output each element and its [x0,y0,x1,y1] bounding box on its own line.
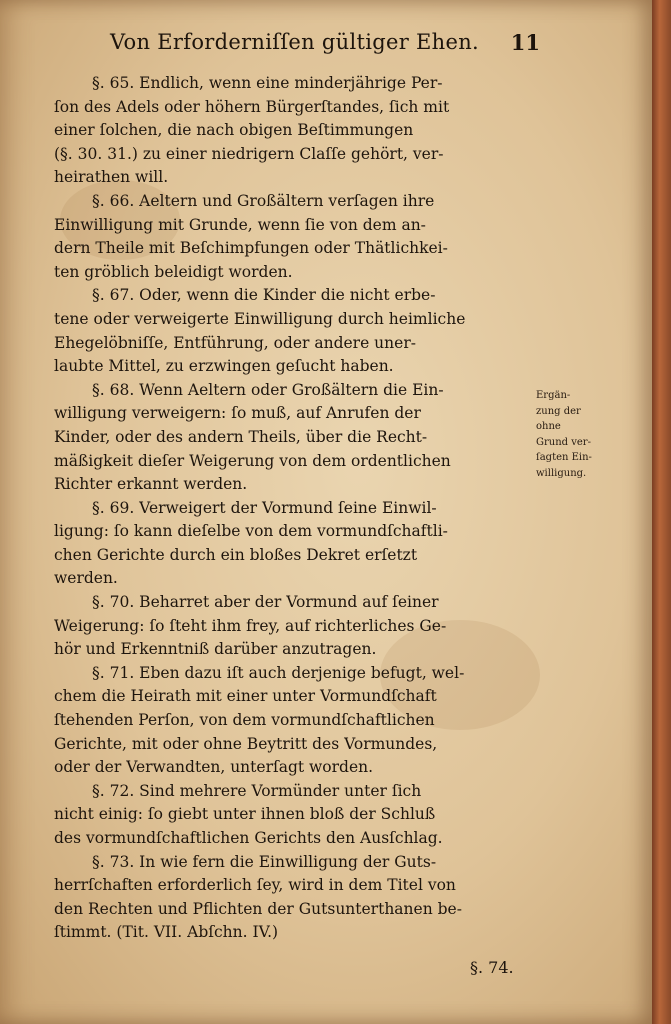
text-line: heirathen will. [54,168,169,187]
text-line: willigung verweigern: ſo muß, auf Anrufen der [54,404,421,423]
text-line: ſon des Adels oder höhern Bürgerſtandes, ſich mit [54,97,450,116]
text-line: §. 71. Eben dazu iſt auch derjenige befugt, wel- [92,663,465,682]
page-header [110,30,540,60]
marginal-note-line: zung der [536,405,581,417]
text-line: Gerichte, mit oder ohne Beytritt des Vormundes, [54,734,438,753]
text-line: chen Gerichte durch ein bloßes Dekret erſetzt [54,545,418,564]
text-line: ten gröblich beleidigt worden. [54,262,293,281]
text-line: §. 65. Endlich, wenn eine minderjährige Per- [92,74,443,92]
text-line: Einwilligung mit Grunde, wenn ſie von dem an- [54,215,426,234]
text-line: mäßigkeit dieſer Weigerung von dem ordentlichen [54,451,451,470]
marginal-note [536,388,628,481]
marginal-note-line: ſagten Ein- [536,452,592,463]
page-number: 11 [510,30,540,55]
text-line: chem die Heirath mit einer unter Vormundſchaft [54,687,437,706]
text-line: §. 70. Beharret aber der Vormund auf ſeiner [92,593,439,612]
marginal-note-line: ohne [536,421,561,432]
text-line: §. 72. Sind mehrere Vormünder unter ſich [92,781,422,800]
text-line: Weigerung: ſo ſteht ihm frey, auf richterliches Ge- [54,616,447,635]
text-line: des vormundſchaftlichen Gerichts den Ausſchlag. [54,829,443,847]
main-text [54,72,532,945]
text-line: dern Theile mit Beſchimpfungen oder Thätlichkei- [54,239,448,258]
catchword: §. 74. [470,958,514,977]
text-line: ligung: ſo kann dieſelbe von dem vormundſchaftli- [54,522,448,541]
text-line: (§. 30. 31.) zu einer niedrigern Claſſe gehört, ver- [54,144,444,163]
text-line: §. 69. Verweigert der Vormund ſeine Einwil- [92,498,437,517]
text-line: tene oder verweigerte Einwilligung durch heimliche [54,309,466,328]
text-line: Ehegelöbniſſe, Entführung, oder andere uner- [54,333,416,352]
marginal-note-line: willigung. [536,467,587,479]
text-line: nicht einig: ſo giebt unter ihnen bloß der Schluß [54,805,436,824]
text-line: §. 67. Oder, wenn die Kinder die nicht erbe- [92,286,436,305]
text-line: §. 73. In wie fern die Einwilligung der Guts- [92,852,437,871]
running-title: Von Erforderniſſen gültiger Ehen. [110,30,480,54]
text-line: ſtehenden Perſon, von dem vormundſchaftlichen [54,711,435,730]
text-line: §. 68. Wenn Aeltern oder Großältern die Ein- [92,380,444,399]
marginal-note-line: Grund ver- [536,436,591,448]
text-line: §. 66. Aeltern und Großältern verſagen ihre [92,191,435,210]
text-line: den Rechten und Pflichten der Gutsunterthanen be- [54,899,462,918]
text-line: ſtimmt. (Tit. VII. Abſchn. IV.) [54,923,279,942]
text-line: oder der Verwandten, unterſagt worden. [54,758,374,777]
marginal-note-line: Ergän- [536,390,571,401]
text-line: einer ſolchen, die nach obigen Beſtimmungen [54,121,414,140]
text-line: Kinder, oder des andern Theils, über die Recht- [54,427,428,446]
text-line: werden. [54,569,118,588]
book-edge [652,0,671,1024]
text-line: laubte Mittel, zu erzwingen geſucht haben. [54,357,394,376]
text-line: hör und Erkenntniß darüber anzutragen. [54,640,377,659]
text-line: herrſchaften erforderlich ſey, wird in dem Titel von [54,876,456,895]
text-line: Richter erkannt werden. [54,475,248,494]
